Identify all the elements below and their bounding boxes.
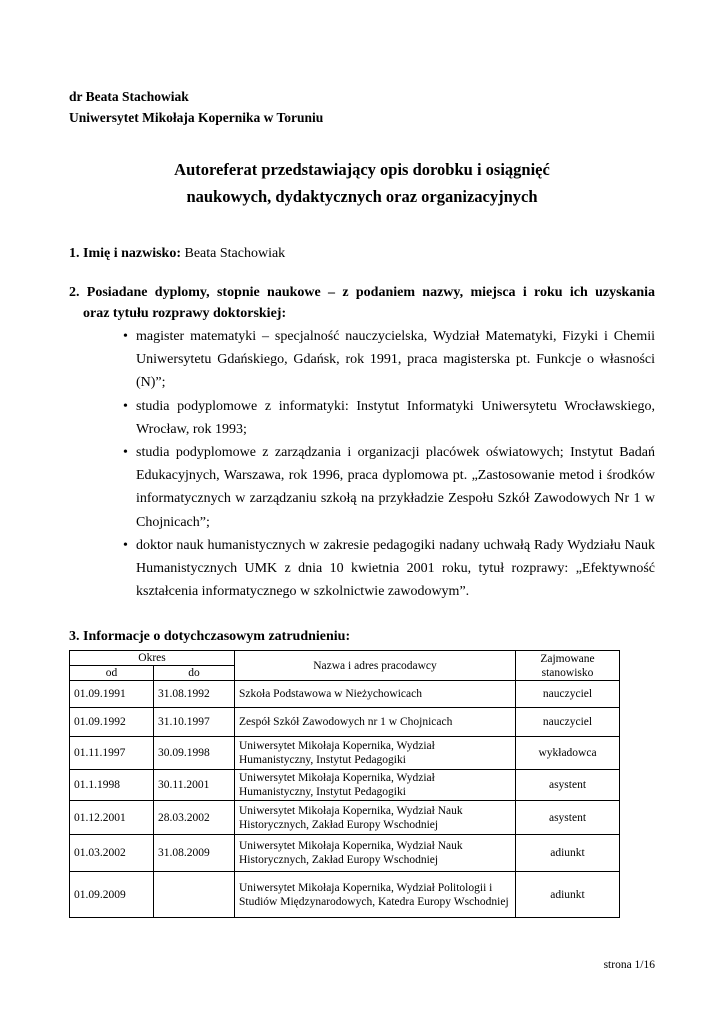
cell-to: 31.08.1992 [154, 681, 235, 708]
cell-position: adiunkt [516, 872, 620, 918]
cell-employer: Uniwersytet Mikołaja Kopernika, Wydział Nauk Historycznych, Zakład Europy Wschodniej [235, 801, 516, 835]
author-block [69, 86, 323, 128]
section-name [69, 244, 285, 264]
author-university: Uniwersytet Mikołaja Kopernika w Toruniu [69, 110, 324, 125]
cell-to: 28.03.2002 [154, 801, 235, 835]
title-line-1: Autoreferat przedstawiający opis dorobku i osiągnięć [174, 160, 550, 179]
cell-to [154, 872, 235, 918]
table-row [70, 681, 620, 708]
cell-from: 01.03.2002 [70, 835, 154, 872]
cell-to: 30.09.1998 [154, 737, 235, 770]
cell-to: 31.08.2009 [154, 835, 235, 872]
cell-position: asystent [516, 801, 620, 835]
cell-position: nauczyciel [516, 708, 620, 737]
header-from: od [70, 666, 154, 681]
page-number: strona 1/16 [603, 959, 655, 971]
cell-from: 01.09.2009 [70, 872, 154, 918]
table-row [70, 872, 620, 918]
section-name-value: Beata Stachowiak [184, 246, 286, 261]
cell-from: 01.1.1998 [70, 770, 154, 801]
cell-employer: Uniwersytet Mikołaja Kopernika, Wydział Humanistyczny, Instytut Pedagogiki [235, 770, 516, 801]
cell-position: nauczyciel [516, 681, 620, 708]
author-name: dr Beata Stachowiak [69, 89, 189, 104]
cell-position: asystent [516, 770, 620, 801]
cell-from: 01.09.1992 [70, 708, 154, 737]
cell-from: 01.09.1991 [70, 681, 154, 708]
cell-from: 01.12.2001 [70, 801, 154, 835]
cell-employer: Uniwersytet Mikołaja Kopernika, Wydział Nauk Historycznych, Zakład Europy Wschodniej [235, 835, 516, 872]
cell-position: adiunkt [516, 835, 620, 872]
table-row [70, 770, 620, 801]
section-degrees-heading-cont: oraz tytułu rozprawy doktorskiej: [83, 306, 287, 321]
title-line-2: naukowych, dydaktycznych oraz organizacyjnych [186, 187, 538, 206]
cell-employer: Uniwersytet Mikołaja Kopernika, Wydział Politologii i Studiów Międzynarodowych, Katedra Europy Wschodniej [235, 872, 516, 918]
section-degrees [69, 282, 655, 603]
employment-table [69, 650, 620, 918]
cell-to: 30.11.2001 [154, 770, 235, 801]
header-to: do [154, 666, 235, 681]
header-position-line-1: Zajmowane [540, 652, 595, 665]
section-degrees-heading: 2. Posiadane dyplomy, stopnie naukowe – z podaniem nazwy, miejsca i roku ich uzyskania [69, 285, 655, 300]
header-period: Okres [70, 651, 235, 666]
table-row [70, 708, 620, 737]
cell-from: 01.11.1997 [70, 737, 154, 770]
cell-employer: Zespół Szkół Zawodowych nr 1 w Chojnicach [235, 708, 516, 737]
table-row [70, 835, 620, 872]
cell-employer: Szkoła Podstawowa w Nieżychowicach [235, 681, 516, 708]
degree-item: • studia podyplomowe z informatyki: Instytut Informatyki Uniwersytetu Wrocławskiego, Wrocław, rok 1993; [136, 395, 655, 441]
table-row [70, 801, 620, 835]
header-position [516, 651, 620, 681]
degrees-list [69, 325, 655, 603]
header-employer: Nazwa i adres pracodawcy [235, 651, 516, 681]
degree-item: • magister matematyki – specjalność nauczycielska, Wydział Matematyki, Fizyki i Chemii Uniwersytetu Gdańskiego, Gdańsk, rok 1991, praca magisterska pt. Funkcje o własności (N)”; [136, 325, 655, 395]
section-name-label: 1. Imię i nazwisko: [69, 246, 181, 261]
cell-position: wykładowca [516, 737, 620, 770]
header-position-line-2: stanowisko [541, 666, 594, 679]
degree-item: • studia podyplomowe z zarządzania i organizacji placówek oświatowych; Instytut Badań Edukacyjnych, Warszawa, rok 1996, praca dyplomowa pt. „Zastosowanie metod i środków informatycznych w zarządzaniu szkołą na przykładzie Zespołu Szkół Zawodowych Nr 1 w Chojnicach”; [136, 441, 655, 534]
cell-employer: Uniwersytet Mikołaja Kopernika, Wydział Humanistyczny, Instytut Pedagogiki [235, 737, 516, 770]
table-row [70, 737, 620, 770]
document-title [100, 156, 624, 210]
section-employment-heading: 3. Informacje o dotychczasowym zatrudnieniu: [69, 629, 351, 644]
degree-item: • doktor nauk humanistycznych w zakresie pedagogiki nadany uchwałą Rady Wydziału Nauk Humanistycznych UMK z dnia 10 kwietnia 2001 roku, tytuł rozprawy: „Efektywność kształcenia informatycznego w szkolnictwie zawodowym”. [136, 534, 655, 604]
cell-to: 31.10.1997 [154, 708, 235, 737]
